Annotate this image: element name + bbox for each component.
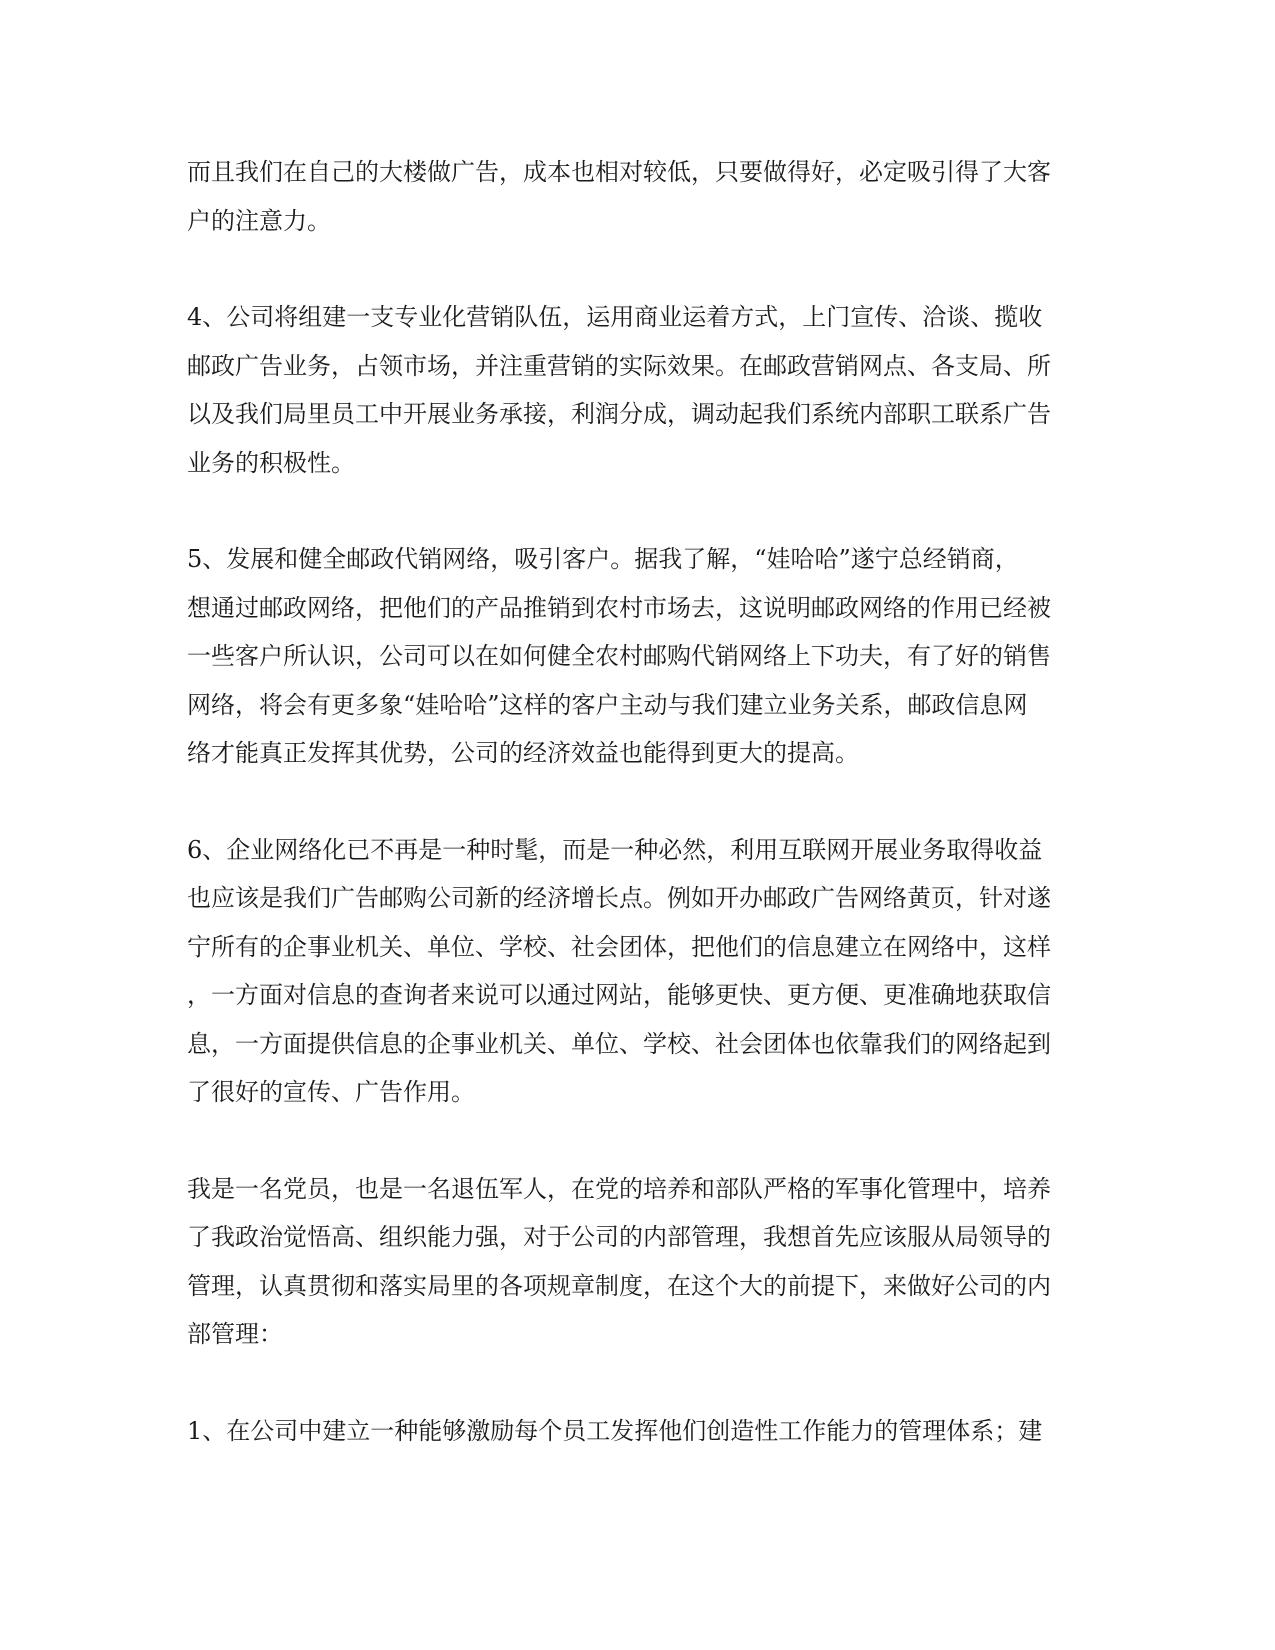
- text-line: 想通过邮政网络，把他们的产品推销到农村市场去，这说明邮政网络的作用已经被: [187, 593, 1051, 622]
- text-line: 网络，将会有更多象“娃哈哈”这样的客户主动与我们建立业务关系，邮政信息网: [187, 690, 1028, 719]
- paragraph-internal-management: [187, 1165, 1087, 1359]
- text-line: 6、企业网络化已不再是一种时髦，而是一种必然，利用互联网开展业务取得收益: [187, 835, 1043, 864]
- paragraph-item-6-internet-business: [187, 826, 1087, 1117]
- text-line: ，一方面对信息的查询者来说可以通过网站，能够更快、更方便、更准确地获取信: [187, 981, 1051, 1009]
- text-line: 部管理：: [187, 1320, 283, 1348]
- text-line: 5、发展和健全邮政代销网络，吸引客户。据我了解，“娃哈哈”遂宁总经销商，: [187, 545, 1019, 573]
- text-line: 我是一名党员，也是一名退伍军人，在党的培养和部队严格的军事化管理中，培养: [187, 1174, 1051, 1203]
- paragraph-item-4-marketing-team: [187, 293, 1087, 487]
- text-line: 络才能真正发挥其优势，公司的经济效益也能得到更大的提高。: [187, 739, 859, 767]
- text-line: 业务的积极性。: [187, 448, 355, 477]
- text-line: 邮政广告业务，占领市场，并注重营销的实际效果。在邮政营销网点、各支局、所: [187, 351, 1051, 380]
- text-line: 也应该是我们广告邮购公司新的经济增长点。例如开办邮政广告网络黄页，针对遂: [187, 884, 1051, 912]
- text-line: 了我政治觉悟高、组织能力强，对于公司的内部管理，我想首先应该服从局领导的: [187, 1223, 1051, 1251]
- text-line: 一些客户所认识，公司可以在如何健全农村邮购代销网络上下功夫，有了好的销售: [187, 642, 1051, 670]
- text-line: 管理，认真贯彻和落实局里的各项规章制度，在这个大的前提下，来做好公司的内: [187, 1271, 1051, 1300]
- document-body: [187, 148, 1087, 1455]
- text-line: 1、在公司中建立一种能够激励每个员工发挥他们创造性工作能力的管理体系；建: [187, 1416, 1043, 1445]
- text-line: 户的注意力。: [187, 206, 331, 235]
- paragraph-advertising-cost: [187, 148, 1087, 245]
- text-line: 了很好的宣传、广告作用。: [187, 1078, 475, 1106]
- text-line: 宁所有的企事业机关、单位、学校、社会团体，把他们的信息建立在网络中，这样: [187, 932, 1051, 961]
- text-line: 4、公司将组建一支专业化营销队伍，运用商业运着方式，上门宣传、洽谈、揽收: [187, 303, 1043, 331]
- paragraph-item-5-sales-network: [187, 535, 1087, 778]
- paragraph-item-1-incentive-system: [187, 1407, 1087, 1456]
- text-line: 息，一方面提供信息的企事业机关、单位、学校、社会团体也依靠我们的网络起到: [187, 1029, 1051, 1058]
- text-line: 而且我们在自己的大楼做广告，成本也相对较低，只要做得好，必定吸引得了大客: [187, 158, 1051, 186]
- text-line: 以及我们局里员工中开展业务承接，利润分成，调动起我们系统内部职工联系广告: [187, 400, 1051, 428]
